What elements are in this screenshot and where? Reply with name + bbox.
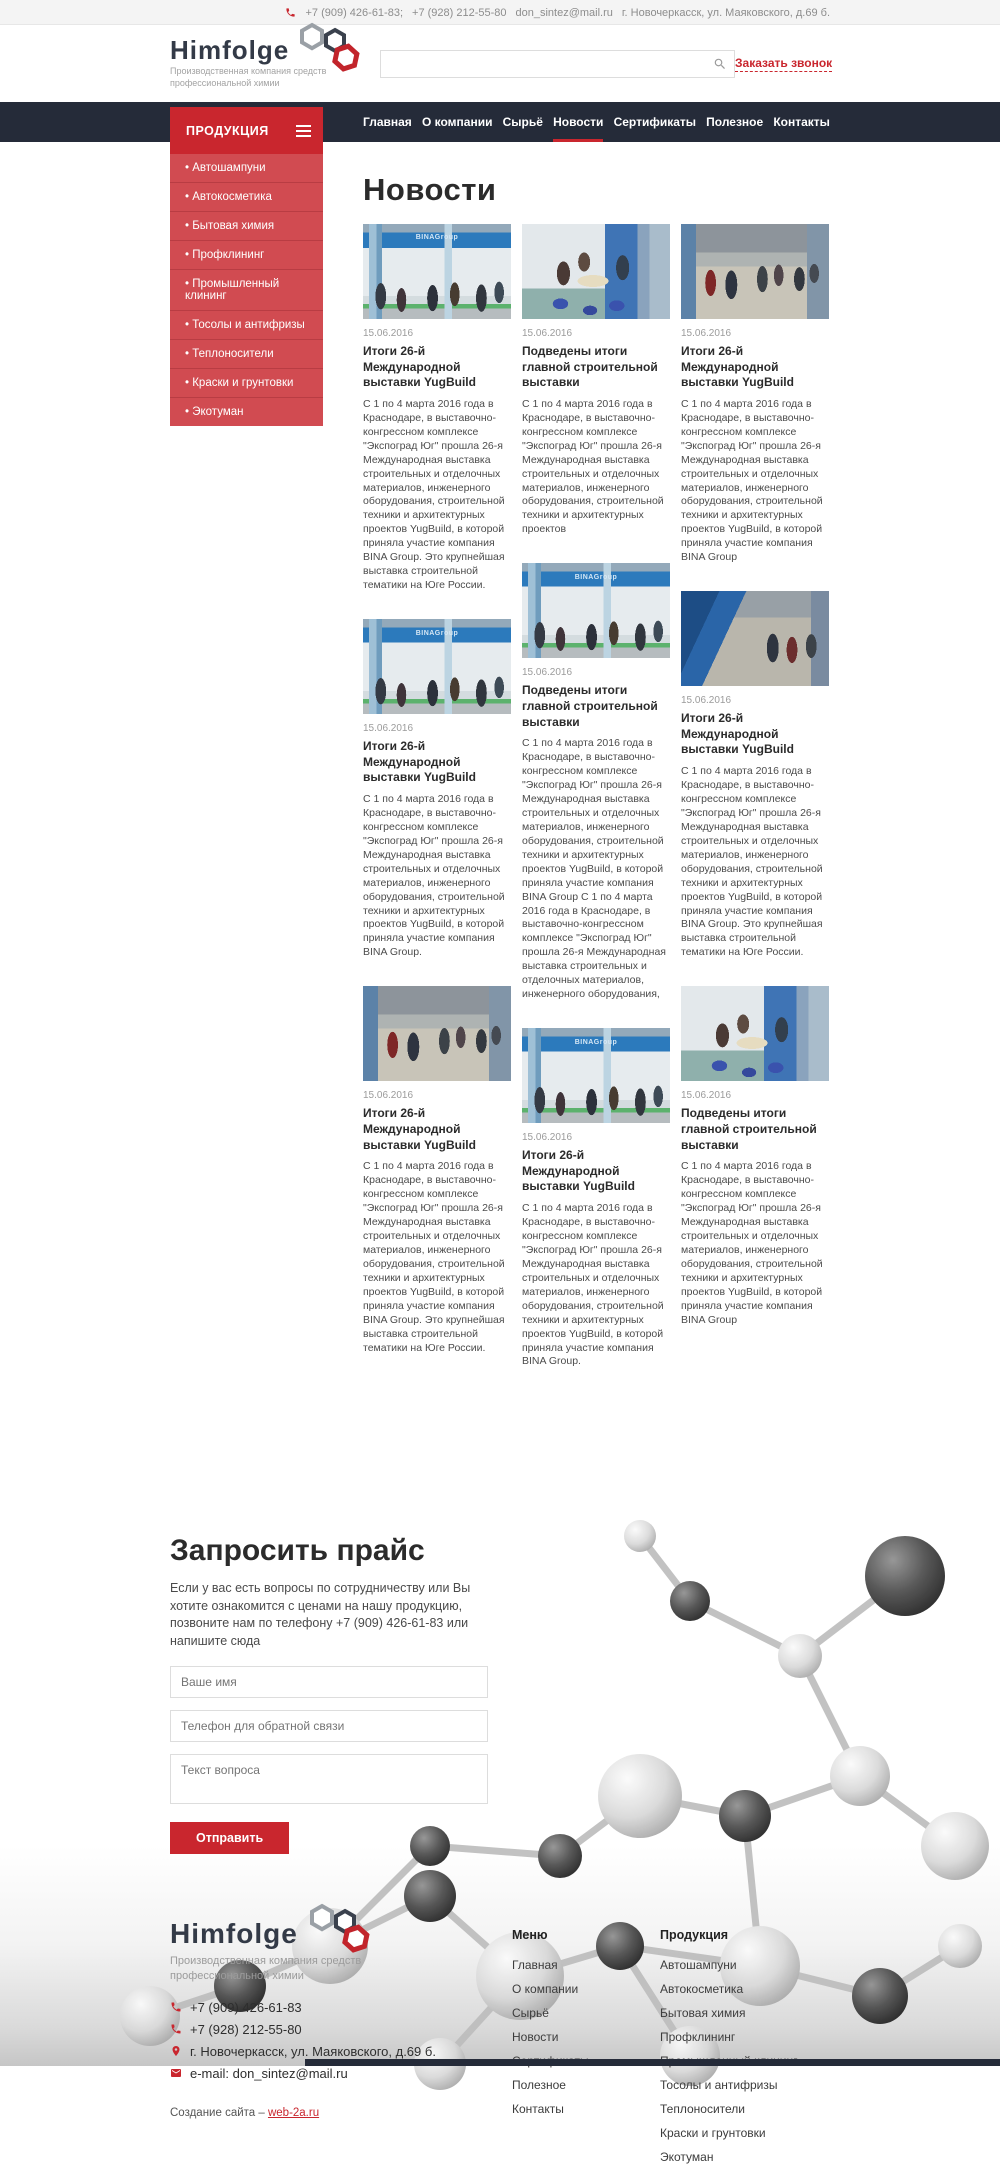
news-photo[interactable]	[681, 591, 829, 686]
footer-menu-o-kompanii[interactable]: О компании	[512, 1982, 579, 1996]
sidebar-item-kraski[interactable]: • Краски и грунтовки	[170, 369, 323, 397]
hamburger-icon	[296, 122, 311, 140]
sidebar-item-avtoshampuni[interactable]: • Автошампуни	[170, 154, 323, 182]
phone-field[interactable]	[170, 1710, 488, 1742]
footer-tagline: Производственная компания средств профессиональной химии	[170, 1955, 362, 1982]
nav-menu	[363, 102, 830, 142]
footer-menu-syrye[interactable]: Сырьё	[512, 2006, 549, 2020]
bottom-bar	[305, 2059, 1000, 2066]
search-icon[interactable]	[713, 57, 727, 71]
nav-item-glavnaya[interactable]: Главная	[363, 115, 412, 129]
news-date: 15.06.2016	[363, 1090, 414, 1102]
news-text: С 1 по 4 марта 2016 года в Краснодаре, в выставочно-конгрессном комплексе "Экспоград Юг" прошла 26-я Международная выставка строительных и отделочных материалов, инженерного оборудования, строительной техники и архитектурных проектов YugBuild, в которой приняла участие компания BINA Group.	[522, 1201, 664, 1368]
topbar-phone-1: +7 (909) 426-61-83;	[305, 6, 404, 19]
footer-phone-1: +7 (909) 426-61-83	[170, 2000, 512, 2015]
footer-products-title: Продукция	[660, 1928, 729, 1942]
news-date: 15.06.2016	[681, 695, 732, 707]
news-card	[681, 591, 829, 960]
footer-company-column	[170, 1920, 512, 2172]
news-title[interactable]: Итоги 26-й Международной выставки YugBuild	[363, 739, 476, 785]
request-call-link[interactable]: Заказать звонок	[735, 55, 833, 70]
sidebar-item-teplonositeli[interactable]: • Теплоносители	[170, 340, 323, 368]
nav-item-sertifikaty[interactable]: Сертификаты	[613, 115, 697, 129]
news-card	[363, 224, 511, 593]
name-field[interactable]	[170, 1666, 488, 1698]
footer-menu-novosti[interactable]: Новости	[512, 2030, 559, 2044]
footer-product-ekotuman[interactable]: Экотуман	[660, 2150, 714, 2164]
footer-product-avtokosmetika[interactable]: Автокосметика	[660, 1982, 744, 1996]
logo-text: Himfolge	[170, 35, 290, 66]
news-card	[522, 224, 670, 537]
sidebar-item-ekotuman[interactable]: • Экотуман	[170, 398, 323, 426]
nav-item-kontakty[interactable]: Контакты	[773, 115, 830, 129]
footer-menu-glavnaya[interactable]: Главная	[512, 1958, 558, 1972]
products-sidebar	[170, 154, 323, 426]
sidebar-item-bytovaya-himiya[interactable]: • Бытовая химия	[170, 212, 323, 240]
page-title: Новости	[363, 172, 497, 207]
footer	[170, 1920, 830, 2172]
footer-logo-text: Himfolge	[170, 1918, 298, 1949]
footer-menu-title: Меню	[512, 1928, 548, 1942]
footer-logo-hexagons-icon	[298, 1900, 376, 1956]
news-text: С 1 по 4 марта 2016 года в Краснодаре, в выставочно-конгрессном комплексе "Экспоград Юг" прошла 26-я Международная выставка строительных и отделочных материалов, инженерного оборудования, строительной техники и архитектурных проектов YugBuild, в которой приняла участие компания BINA Group	[681, 397, 823, 564]
message-field[interactable]	[170, 1754, 488, 1804]
phone-icon	[170, 2001, 182, 2013]
logo-hexagons-icon	[288, 21, 366, 73]
sidebar-item-promyshlennyi-klining[interactable]: • Промышленный клининг	[170, 270, 323, 310]
news-title[interactable]: Итоги 26-й Международной выставки YugBuild	[681, 344, 794, 390]
news-text: С 1 по 4 марта 2016 года в Краснодаре, в выставочно-конгрессном комплексе "Экспоград Юг" прошла 26-я Международная выставка строительных и отделочных материалов, инженерного оборудования, строительной техники и архитектурных проектов YugBuild, в которой приняла участие компания BINA Group. Это крупнейшая выставка строительной тематики на Юге России.	[681, 765, 823, 959]
topbar-email[interactable]: don_sintez@mail.ru	[515, 6, 613, 19]
sidebar-item-profklining[interactable]: • Профклининг	[170, 241, 323, 269]
search	[380, 50, 735, 78]
news-photo[interactable]	[363, 986, 511, 1081]
sidebar-item-tosoly[interactable]: • Тосолы и антифризы	[170, 311, 323, 339]
footer-email[interactable]: e-mail: don_sintez@mail.ru	[170, 2066, 512, 2081]
news-date: 15.06.2016	[522, 328, 573, 339]
news-main	[363, 142, 830, 1369]
news-column-2	[522, 224, 670, 1369]
nav-item-syrye[interactable]: Сырьё	[502, 115, 543, 129]
topbar-address: г. Новочеркасск, ул. Маяковского, д.69 б.	[621, 6, 830, 19]
credits-link[interactable]: web-2a.ru	[267, 2106, 320, 2119]
news-photo[interactable]	[681, 224, 829, 319]
form-description: Если у вас есть вопросы по сотрудничеству или Вы хотите ознакомится с ценами на нашу продукцию, позвоните нам по телефону +7 (909) 426-61-83 или напишите сюда	[170, 1581, 471, 1648]
topbar	[0, 0, 1000, 25]
photo-brand-text: BINAGroup	[574, 1038, 618, 1046]
footer-logo[interactable]	[170, 1920, 298, 1948]
site-credits: Создание сайта – web-2a.ru	[170, 2106, 320, 2119]
products-menu-button[interactable]	[170, 107, 323, 154]
nav-item-novosti[interactable]: Новости	[553, 102, 603, 142]
news-date: 15.06.2016	[681, 328, 732, 339]
footer-product-bytovaya-himiya[interactable]: Бытовая химия	[660, 2006, 746, 2020]
header	[0, 25, 1000, 102]
news-text: С 1 по 4 марта 2016 года в Краснодаре, в выставочно-конгрессном комплексе "Экспоград Юг" прошла 26-я Международная выставка строительных и отделочных материалов, инженерного оборудования, строительной техники и архитектурных проектов YugBuild, в которой приняла участие компания BINA Group.	[363, 792, 505, 959]
news-title[interactable]: Подведены итоги главной строительной выставки	[522, 344, 658, 390]
footer-phone-2: +7 (928) 212-55-80	[170, 2022, 512, 2037]
topbar-phone-2: +7 (928) 212-55-80	[412, 6, 507, 19]
news-text: С 1 по 4 марта 2016 года в Краснодаре, в выставочно-конгрессном комплексе "Экспоград Юг" прошла 26-я Международная выставка строительных и отделочных материалов, инженерного оборудования, строительной техники и архитектурных проектов YugBuild, в которой приняла участие компания BINA Group С 1 по 4 марта 2016 года в Краснодаре, в выставочно-конгрессном комплексе "Экспоград Юг" прошла 26-я Международная выставка строительных и отделочных материалов, инженерного оборудования,	[522, 737, 666, 1001]
news-date: 15.06.2016	[363, 328, 414, 339]
products-menu-label: ПРОДУКЦИЯ	[186, 123, 269, 138]
news-date: 15.06.2016	[681, 1090, 732, 1102]
news-photo[interactable]	[363, 224, 511, 319]
news-photo[interactable]	[363, 619, 511, 714]
footer-menu-column	[512, 1920, 660, 2172]
footer-product-kraski[interactable]: Краски и грунтовки	[660, 2126, 766, 2140]
news-title[interactable]: Подведены итоги главной строительной выставки	[522, 683, 658, 729]
news-text: С 1 по 4 марта 2016 года в Краснодаре, в выставочно-конгрессном комплексе "Экспоград Юг" прошла 26-я Международная выставка строительных и отделочных материалов, инженерного оборудования, строительной техники и архитектурных проектов YugBuild, в которой приняла участие компания BINA Group. Это крупнейшая выставка строительной тематики на Юге России.	[363, 397, 505, 592]
photo-brand-text: BINAGroup	[415, 234, 459, 242]
submit-button[interactable]: Отправить	[170, 1822, 289, 1854]
phone-icon	[285, 7, 296, 18]
footer-product-avtoshampuni[interactable]: Автошампуни	[660, 1958, 737, 1972]
news-date: 15.06.2016	[522, 1132, 573, 1144]
news-title[interactable]: Итоги 26-й Международной выставки YugBuild	[522, 1148, 635, 1194]
news-text: С 1 по 4 марта 2016 года в Краснодаре, в выставочно-конгрессном комплексе "Экспоград Юг" прошла 26-я Международная выставка строительных и отделочных материалов, инженерного оборудования, строительной техники и архитектурных проектов	[522, 397, 664, 536]
news-date: 15.06.2016	[363, 723, 414, 735]
footer-product-profklining[interactable]: Профклининг	[660, 2030, 736, 2044]
news-card	[681, 986, 829, 1327]
news-card	[522, 1028, 670, 1369]
news-photo[interactable]	[681, 986, 829, 1081]
news-text: С 1 по 4 марта 2016 года в Краснодаре, в выставочно-конгрессном комплексе "Экспоград Юг" прошла 26-я Международная выставка строительных и отделочных материалов, инженерного оборудования, строительной техники и архитектурных проектов YugBuild, в которой приняла участие компания BINA Group. Это крупнейшая выставка строительной тематики на Юге России.	[363, 1160, 505, 1354]
news-column-1	[363, 224, 511, 1369]
news-title[interactable]: Итоги 26-й Международной выставки YugBuild	[363, 344, 476, 390]
news-photo[interactable]	[522, 563, 670, 658]
photo-brand-text: BINAGroup	[574, 573, 618, 581]
news-card	[681, 224, 829, 565]
price-request-form	[170, 1516, 510, 1854]
content-area	[0, 142, 1000, 1516]
footer-menu-poleznoe[interactable]: Полезное	[512, 2078, 566, 2092]
sidebar-item-avtokosmetika[interactable]: • Автокосметика	[170, 183, 323, 211]
footer-product-tosoly[interactable]: Тосолы и антифризы	[660, 2078, 778, 2092]
logo[interactable]	[170, 37, 370, 89]
news-photo[interactable]	[522, 1028, 670, 1123]
news-column-3	[681, 224, 829, 1369]
nav-item-poleznoe[interactable]: Полезное	[706, 115, 764, 129]
footer-product-teplonositeli[interactable]: Теплоносители	[660, 2102, 745, 2116]
photo-brand-text: BINAGroup	[415, 629, 459, 637]
news-title[interactable]: Итоги 26-й Международной выставки YugBuild	[681, 711, 794, 757]
news-title[interactable]: Подведены итоги главной строительной выставки	[681, 1106, 817, 1152]
news-card	[363, 619, 511, 960]
nav-item-o-kompanii[interactable]: О компании	[421, 115, 493, 129]
bottom-section	[0, 1516, 1000, 2164]
location-pin-icon	[170, 2045, 182, 2057]
form-title: Запросить прайс	[170, 1534, 425, 1567]
phone-icon	[170, 2023, 182, 2035]
news-text: С 1 по 4 марта 2016 года в Краснодаре, в выставочно-конгрессном комплексе "Экспоград Юг" прошла 26-я Международная выставка строительных и отделочных материалов, инженерного оборудования, строительной техники и архитектурных проектов YugBuild, в которой приняла участие компания BINA Group	[681, 1160, 823, 1326]
footer-products-column	[660, 1920, 830, 2172]
search-input[interactable]	[380, 50, 735, 78]
footer-address: г. Новочеркасск, ул. Маяковского, д.69 б.	[170, 2044, 512, 2059]
news-title[interactable]: Итоги 26-й Международной выставки YugBuild	[363, 1106, 476, 1152]
news-date: 15.06.2016	[522, 667, 573, 679]
envelope-icon	[170, 2067, 182, 2079]
news-photo[interactable]	[522, 224, 670, 319]
news-card	[363, 986, 511, 1355]
logo-tagline: Производственная компания средств профессиональной химии	[170, 66, 327, 88]
main-nav	[0, 102, 1000, 142]
news-card	[522, 563, 670, 1002]
footer-menu-kontakty[interactable]: Контакты	[512, 2102, 564, 2116]
